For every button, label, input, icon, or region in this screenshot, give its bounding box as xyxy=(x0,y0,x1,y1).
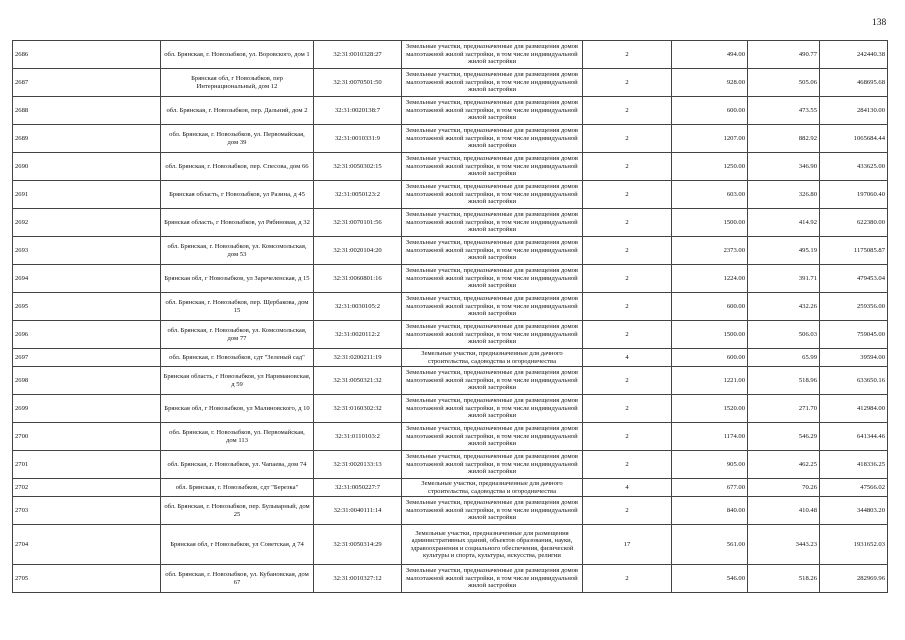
row-number: 2693 xyxy=(13,237,161,265)
cadastral-value-cell: 197060.40 xyxy=(820,181,888,209)
area-cell: 600.00 xyxy=(672,293,748,321)
group-cell: 2 xyxy=(583,565,672,593)
address-cell: Брянская обл, г Новозыбков, ул Советская, д 74 xyxy=(161,525,314,565)
unit-value-cell: 70.26 xyxy=(748,479,820,497)
land-use-cell: Земельные участки, предназначенные для размещения домов малоэтажной жилой застройки, в том числе индивидуальной жилой застройки xyxy=(402,181,583,209)
land-use-cell: Земельные участки, предназначенные для размещения домов малоэтажной жилой застройки, в том числе индивидуальной жилой застройки xyxy=(402,367,583,395)
group-cell: 2 xyxy=(583,125,672,153)
cadastral-value-cell: 1931652.03 xyxy=(820,525,888,565)
row-number: 2688 xyxy=(13,97,161,125)
cadastral-value-cell: 242440.38 xyxy=(820,41,888,69)
cadastral-value-cell: 344803.20 xyxy=(820,497,888,525)
cadastral-value-cell: 433625.00 xyxy=(820,153,888,181)
row-number: 2700 xyxy=(13,423,161,451)
cadastral-number-cell: 32:31:0070101:56 xyxy=(314,209,402,237)
address-cell: обл. Брянская, г. Новозыбков, ул. Комсомольская, дом 53 xyxy=(161,237,314,265)
row-number: 2689 xyxy=(13,125,161,153)
row-number: 2703 xyxy=(13,497,161,525)
cadastral-number-cell: 32:31:0200211:19 xyxy=(314,349,402,367)
table-row xyxy=(13,293,888,321)
table-row xyxy=(13,181,888,209)
address-cell: обл. Брянская, г. Новозыбков, ул. Кубановская, дом 67 xyxy=(161,565,314,593)
cadastral-number-cell: 32:31:0020104:20 xyxy=(314,237,402,265)
row-number: 2704 xyxy=(13,525,161,565)
cadastral-number-cell: 32:31:0050302:15 xyxy=(314,153,402,181)
land-use-cell: Земельные участки, предназначенные для размещения домов малоэтажной жилой застройки, в том числе индивидуальной жилой застройки xyxy=(402,293,583,321)
area-cell: 494.00 xyxy=(672,41,748,69)
address-cell: Брянская область, г Новозыбков, ул Рябиновая, д 32 xyxy=(161,209,314,237)
cadastral-number-cell: 32:31:0050123:2 xyxy=(314,181,402,209)
cadastral-number-cell: 32:31:0020133:13 xyxy=(314,451,402,479)
page-number: 138 xyxy=(872,18,887,28)
table-row xyxy=(13,451,888,479)
table-row xyxy=(13,321,888,349)
unit-value-cell: 882.92 xyxy=(748,125,820,153)
unit-value-cell: 271.70 xyxy=(748,395,820,423)
cadastral-value-cell: 259356.00 xyxy=(820,293,888,321)
area-cell: 1250.00 xyxy=(672,153,748,181)
cadastral-value-cell: 47566.02 xyxy=(820,479,888,497)
cadastral-value-cell: 282969.96 xyxy=(820,565,888,593)
group-cell: 2 xyxy=(583,237,672,265)
group-cell: 2 xyxy=(583,265,672,293)
land-use-cell: Земельные участки, предназначенные для размещения домов малоэтажной жилой застройки, в том числе индивидуальной жилой застройки xyxy=(402,423,583,451)
address-cell: обл. Брянская, г. Новозыбков, сдт "Зеленый сад" xyxy=(161,349,314,367)
row-number: 2694 xyxy=(13,265,161,293)
row-number: 2697 xyxy=(13,349,161,367)
row-number: 2698 xyxy=(13,367,161,395)
table-row xyxy=(13,97,888,125)
cadastral-value-cell: 39594.00 xyxy=(820,349,888,367)
area-cell: 677.00 xyxy=(672,479,748,497)
area-cell: 1224.00 xyxy=(672,265,748,293)
land-use-cell: Земельные участки, предназначенные для размещения домов малоэтажной жилой застройки, в том числе индивидуальной жилой застройки xyxy=(402,451,583,479)
cadastral-number-cell: 32:31:0050321:32 xyxy=(314,367,402,395)
table-row xyxy=(13,265,888,293)
land-use-cell: Земельные участки, предназначенные для размещения домов малоэтажной жилой застройки, в том числе индивидуальной жилой застройки xyxy=(402,395,583,423)
group-cell: 17 xyxy=(583,525,672,565)
area-cell: 928.00 xyxy=(672,69,748,97)
cadastral-number-cell: 32:31:0110103:2 xyxy=(314,423,402,451)
table-row xyxy=(13,367,888,395)
table-row xyxy=(13,125,888,153)
area-cell: 1520.00 xyxy=(672,395,748,423)
land-use-cell: Земельные участки, предназначенные для дачного строительства, садоводства и огородничества xyxy=(402,349,583,367)
address-cell: Брянская обл, г Новозыбков, ул Заречеленская, д 15 xyxy=(161,265,314,293)
unit-value-cell: 505.06 xyxy=(748,69,820,97)
address-cell: Брянская обл, г Новозыбков, пер Интернациональный, дом 12 xyxy=(161,69,314,97)
address-cell: Брянская область, г Новозыбков, ул Наримановская, д 59 xyxy=(161,367,314,395)
group-cell: 4 xyxy=(583,349,672,367)
row-number: 2692 xyxy=(13,209,161,237)
table-row xyxy=(13,153,888,181)
area-cell: 1500.00 xyxy=(672,321,748,349)
row-number: 2696 xyxy=(13,321,161,349)
area-cell: 600.00 xyxy=(672,97,748,125)
cadastral-value-cell: 479453.04 xyxy=(820,265,888,293)
unit-value-cell: 391.71 xyxy=(748,265,820,293)
address-cell: обл. Брянская, г. Новозыбков, ул. Воровского, дом 1 xyxy=(161,41,314,69)
table-row xyxy=(13,41,888,69)
unit-value-cell: 65.99 xyxy=(748,349,820,367)
unit-value-cell: 490.77 xyxy=(748,41,820,69)
land-use-cell: Земельные участки, предназначенные для размещения домов малоэтажной жилой застройки, в том числе индивидуальной жилой застройки xyxy=(402,209,583,237)
land-use-cell: Земельные участки, предназначенные для размещения домов малоэтажной жилой застройки, в том числе индивидуальной жилой застройки xyxy=(402,497,583,525)
address-cell: Брянская обл, г Новозыбков, ул Малиновского, д 10 xyxy=(161,395,314,423)
land-use-cell: Земельные участки, предназначенные для размещения домов малоэтажной жилой застройки, в том числе индивидуальной жилой застройки xyxy=(402,125,583,153)
group-cell: 2 xyxy=(583,69,672,97)
group-cell: 2 xyxy=(583,321,672,349)
land-use-cell: Земельные участки, предназначенные для размещения домов малоэтажной жилой застройки, в том числе индивидуальной жилой застройки xyxy=(402,237,583,265)
area-cell: 603.00 xyxy=(672,181,748,209)
area-cell: 1207.00 xyxy=(672,125,748,153)
group-cell: 2 xyxy=(583,451,672,479)
row-number: 2702 xyxy=(13,479,161,497)
area-cell: 1500.00 xyxy=(672,209,748,237)
cadastral-number-cell: 32:31:0040111:14 xyxy=(314,497,402,525)
table-row xyxy=(13,237,888,265)
cadastral-number-cell: 32:31:0060801:16 xyxy=(314,265,402,293)
address-cell: обл. Брянская, г. Новозыбков, пер. Бульварный, дом 25 xyxy=(161,497,314,525)
unit-value-cell: 495.19 xyxy=(748,237,820,265)
cadastral-value-cell: 622380.00 xyxy=(820,209,888,237)
cadastral-value-cell: 641344.46 xyxy=(820,423,888,451)
land-use-cell: Земельные участки, предназначенные для размещения домов малоэтажной жилой застройки, в том числе индивидуальной жилой застройки xyxy=(402,41,583,69)
table-row xyxy=(13,69,888,97)
land-use-cell: Земельные участки, предназначенные для размещения домов малоэтажной жилой застройки, в том числе индивидуальной жилой застройки xyxy=(402,97,583,125)
area-cell: 1221.00 xyxy=(672,367,748,395)
cadastral-value-cell: 1065684.44 xyxy=(820,125,888,153)
unit-value-cell: 3443.23 xyxy=(748,525,820,565)
cadastral-number-cell: 32:31:0050227:7 xyxy=(314,479,402,497)
row-number: 2687 xyxy=(13,69,161,97)
group-cell: 2 xyxy=(583,209,672,237)
land-use-cell: Земельные участки, предназначенные для размещения домов малоэтажной жилой застройки, в том числе индивидуальной жилой застройки xyxy=(402,69,583,97)
area-cell: 2373.00 xyxy=(672,237,748,265)
row-number: 2691 xyxy=(13,181,161,209)
area-cell: 905.00 xyxy=(672,451,748,479)
table-row xyxy=(13,479,888,497)
address-cell: обл. Брянская, г. Новозыбков, ул. Первомайская, дом 113 xyxy=(161,423,314,451)
land-plot-table xyxy=(12,40,888,593)
table-row xyxy=(13,395,888,423)
unit-value-cell: 518.96 xyxy=(748,367,820,395)
cadastral-number-cell: 32:31:0010328:27 xyxy=(314,41,402,69)
cadastral-value-cell: 633650.16 xyxy=(820,367,888,395)
group-cell: 2 xyxy=(583,97,672,125)
area-cell: 1174.00 xyxy=(672,423,748,451)
land-use-cell: Земельные участки, предназначенные для размещения административных зданий, объектов образования, науки, здравоохранения и социального обеспечения, физической культуры и спорта, культуры, искусства, религии xyxy=(402,525,583,565)
area-cell: 840.00 xyxy=(672,497,748,525)
table-row xyxy=(13,497,888,525)
cadastral-number-cell: 32:31:0010327:12 xyxy=(314,565,402,593)
group-cell: 2 xyxy=(583,181,672,209)
land-use-cell: Земельные участки, предназначенные для размещения домов малоэтажной жилой застройки, в том числе индивидуальной жилой застройки xyxy=(402,153,583,181)
land-use-cell: Земельные участки, предназначенные для дачного строительства, садоводства и огородничества xyxy=(402,479,583,497)
cadastral-number-cell: 32:31:0050314:29 xyxy=(314,525,402,565)
address-cell: Брянская область, г Новозыбков, ул Разина, д 45 xyxy=(161,181,314,209)
unit-value-cell: 473.55 xyxy=(748,97,820,125)
group-cell: 2 xyxy=(583,293,672,321)
unit-value-cell: 546.29 xyxy=(748,423,820,451)
row-number: 2695 xyxy=(13,293,161,321)
cadastral-number-cell: 32:31:0070501:50 xyxy=(314,69,402,97)
unit-value-cell: 326.80 xyxy=(748,181,820,209)
row-number: 2699 xyxy=(13,395,161,423)
cadastral-value-cell: 759045.00 xyxy=(820,321,888,349)
land-use-cell: Земельные участки, предназначенные для размещения домов малоэтажной жилой застройки, в том числе индивидуальной жилой застройки xyxy=(402,265,583,293)
land-use-cell: Земельные участки, предназначенные для размещения домов малоэтажной жилой застройки, в том числе индивидуальной жилой застройки xyxy=(402,565,583,593)
cadastral-number-cell: 32:31:0030105:2 xyxy=(314,293,402,321)
cadastral-value-cell: 412984.00 xyxy=(820,395,888,423)
group-cell: 2 xyxy=(583,395,672,423)
table-row xyxy=(13,209,888,237)
unit-value-cell: 506.03 xyxy=(748,321,820,349)
address-cell: обл. Брянская, г. Новозыбков, пер. Щербакова, дом 15 xyxy=(161,293,314,321)
address-cell: обл. Брянская, г. Новозыбков, сдт "Березка" xyxy=(161,479,314,497)
row-number: 2701 xyxy=(13,451,161,479)
table-body xyxy=(13,41,888,593)
unit-value-cell: 432.26 xyxy=(748,293,820,321)
group-cell: 2 xyxy=(583,497,672,525)
address-cell: обл. Брянская, г. Новозыбков, ул. Первомайская, дом 39 xyxy=(161,125,314,153)
unit-value-cell: 414.92 xyxy=(748,209,820,237)
cadastral-number-cell: 32:31:0020138:7 xyxy=(314,97,402,125)
cadastral-number-cell: 32:31:0160302:32 xyxy=(314,395,402,423)
unit-value-cell: 462.25 xyxy=(748,451,820,479)
address-cell: обл. Брянская, г. Новозыбков, пер. Спесова, дом 66 xyxy=(161,153,314,181)
group-cell: 2 xyxy=(583,153,672,181)
row-number: 2690 xyxy=(13,153,161,181)
group-cell: 4 xyxy=(583,479,672,497)
cadastral-number-cell: 32:31:0010331:9 xyxy=(314,125,402,153)
row-number: 2686 xyxy=(13,41,161,69)
cadastral-value-cell: 284130.00 xyxy=(820,97,888,125)
area-cell: 600.00 xyxy=(672,349,748,367)
group-cell: 2 xyxy=(583,423,672,451)
area-cell: 546.00 xyxy=(672,565,748,593)
row-number: 2705 xyxy=(13,565,161,593)
table-row xyxy=(13,565,888,593)
unit-value-cell: 346.90 xyxy=(748,153,820,181)
unit-value-cell: 410.48 xyxy=(748,497,820,525)
cadastral-value-cell: 468695.68 xyxy=(820,69,888,97)
address-cell: обл. Брянская, г. Новозыбков, пер. Дальний, дом 2 xyxy=(161,97,314,125)
cadastral-value-cell: 418336.25 xyxy=(820,451,888,479)
group-cell: 2 xyxy=(583,41,672,69)
unit-value-cell: 518.26 xyxy=(748,565,820,593)
address-cell: обл. Брянская, г. Новозыбков, ул. Комсомольская, дом 77 xyxy=(161,321,314,349)
land-use-cell: Земельные участки, предназначенные для размещения домов малоэтажной жилой застройки, в том числе индивидуальной жилой застройки xyxy=(402,321,583,349)
area-cell: 561.00 xyxy=(672,525,748,565)
table-row xyxy=(13,525,888,565)
address-cell: обл. Брянская, г. Новозыбков, ул. Чапаева, дом 74 xyxy=(161,451,314,479)
cadastral-value-cell: 1175085.87 xyxy=(820,237,888,265)
table-row xyxy=(13,423,888,451)
cadastral-number-cell: 32:31:0020112:2 xyxy=(314,321,402,349)
table-row xyxy=(13,349,888,367)
group-cell: 2 xyxy=(583,367,672,395)
